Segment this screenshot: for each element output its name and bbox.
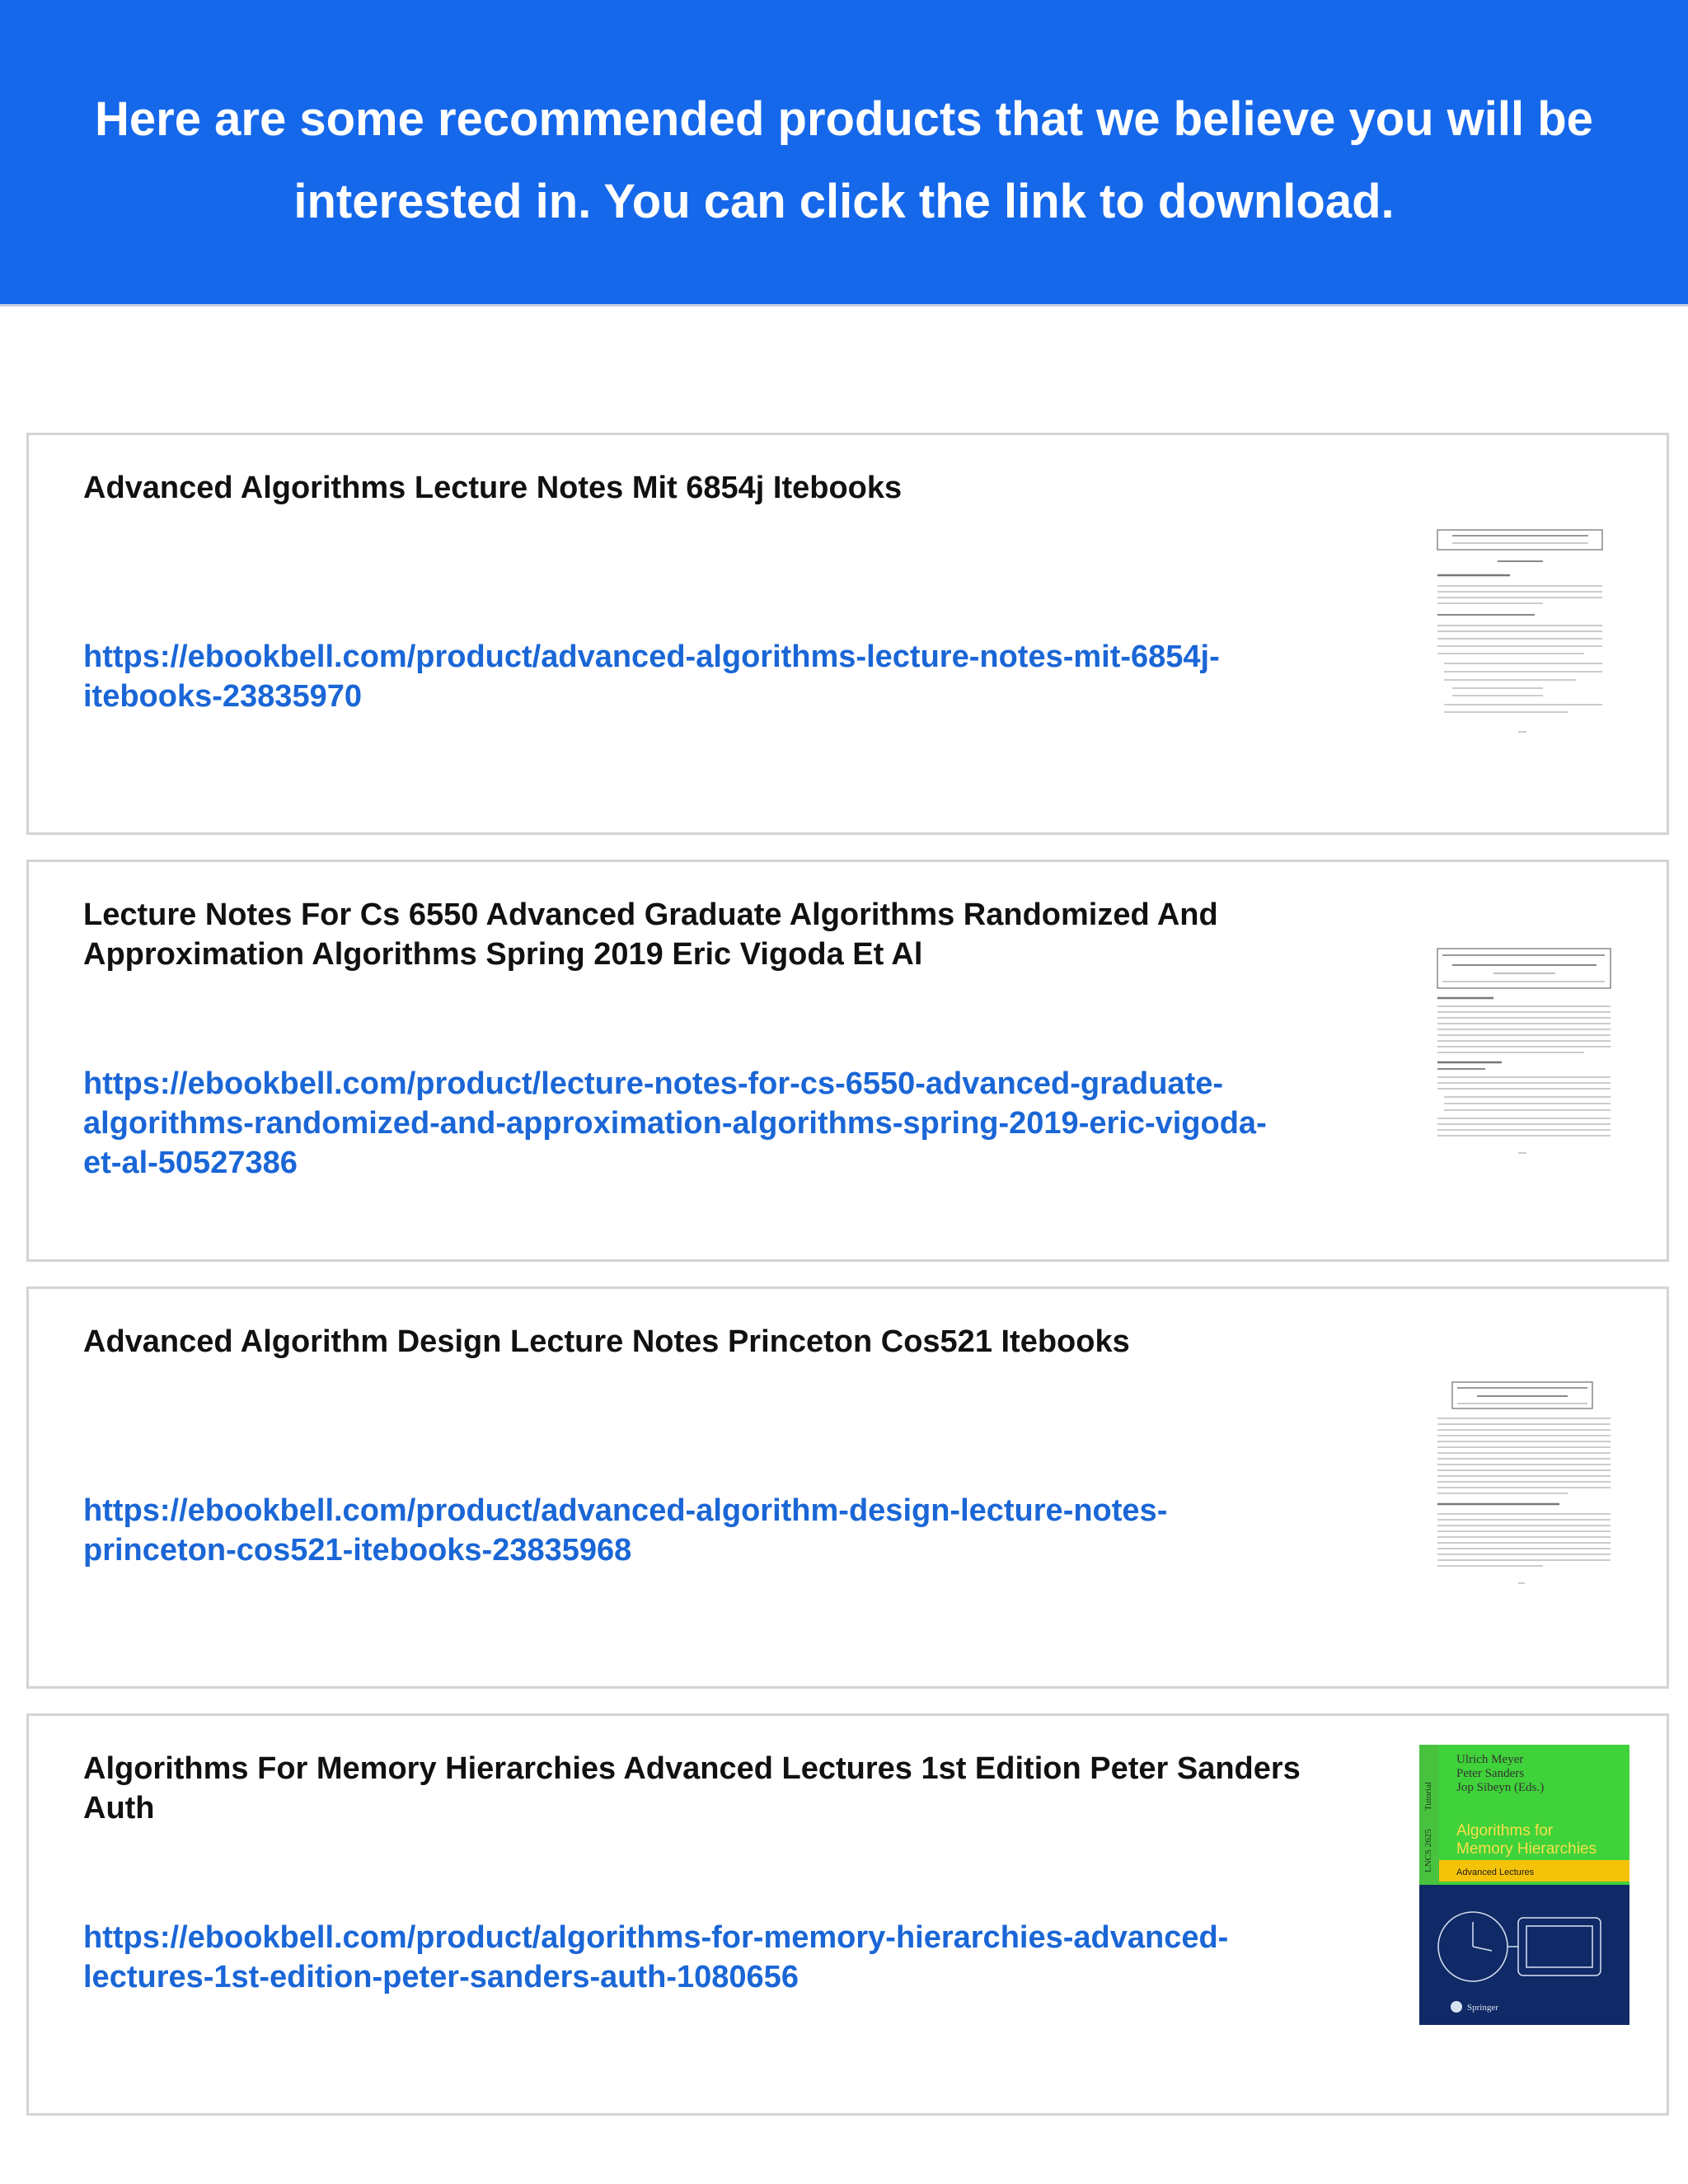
cover-editor-2: Peter Sanders [1456, 1767, 1525, 1780]
product-card [26, 1713, 1669, 2116]
book-cover-thumbnail [1419, 1745, 1629, 2025]
product-card [26, 860, 1669, 1262]
product-title: Algorithms For Memory Hierarchies Advanced Lectures 1st Edition Peter Sanders Auth [83, 1751, 1301, 1825]
product-download-link[interactable]: https://ebookbell.com/product/algorithms-for-memory-hierarchies-advanced-lectures-1st-edition-peter-sanders-auth-1080656 [83, 1920, 1229, 1994]
cover-subtitle: Advanced Lectures [1456, 1868, 1535, 1877]
recommendation-banner [0, 0, 1688, 307]
product-card [26, 1286, 1669, 1689]
document-thumbnail [1419, 1318, 1629, 1598]
document-thumbnail [1419, 464, 1629, 744]
series-number: LNCS 2625 [1423, 1829, 1433, 1872]
product-download-link[interactable]: https://ebookbell.com/product/advanced-algorithms-lecture-notes-mit-6854j-itebooks-23835970 [83, 640, 1220, 714]
cover-title-line1: Algorithms for [1456, 1822, 1554, 1840]
cover-title-line2: Memory Hierarchies [1456, 1840, 1597, 1858]
product-title: Advanced Algorithms Lecture Notes Mit 6854j Itebooks [83, 471, 903, 505]
cover-editor-1: Ulrich Meyer [1456, 1753, 1524, 1766]
product-download-link[interactable]: https://ebookbell.com/product/advanced-algorithm-design-lecture-notes-princeton-cos521-itebooks-23835968 [83, 1493, 1168, 1568]
document-thumbnail [1419, 891, 1629, 1171]
series-label: Tutorial [1423, 1781, 1433, 1811]
cover-publisher: Springer [1467, 2003, 1498, 2013]
banner-text: Here are some recommended products that we believe you will be interested in. You can click the link to download. [95, 91, 1593, 228]
product-title: Advanced Algorithm Design Lecture Notes Princeton Cos521 Itebooks [83, 1324, 1130, 1359]
product-title: Lecture Notes For Cs 6550 Advanced Graduate Algorithms Randomized And Approximation Algorithms Spring 2019 Eric Vigoda Et Al [83, 898, 1218, 972]
product-card [26, 433, 1669, 835]
product-download-link[interactable]: https://ebookbell.com/product/lecture-notes-for-cs-6550-advanced-graduate-algorithms-randomized-and-approximation-algorithms-spring-2019-eric-vigoda-et-al-50527386 [83, 1066, 1267, 1180]
cover-editor-3: Jop Sibeyn (Eds.) [1456, 1781, 1545, 1794]
